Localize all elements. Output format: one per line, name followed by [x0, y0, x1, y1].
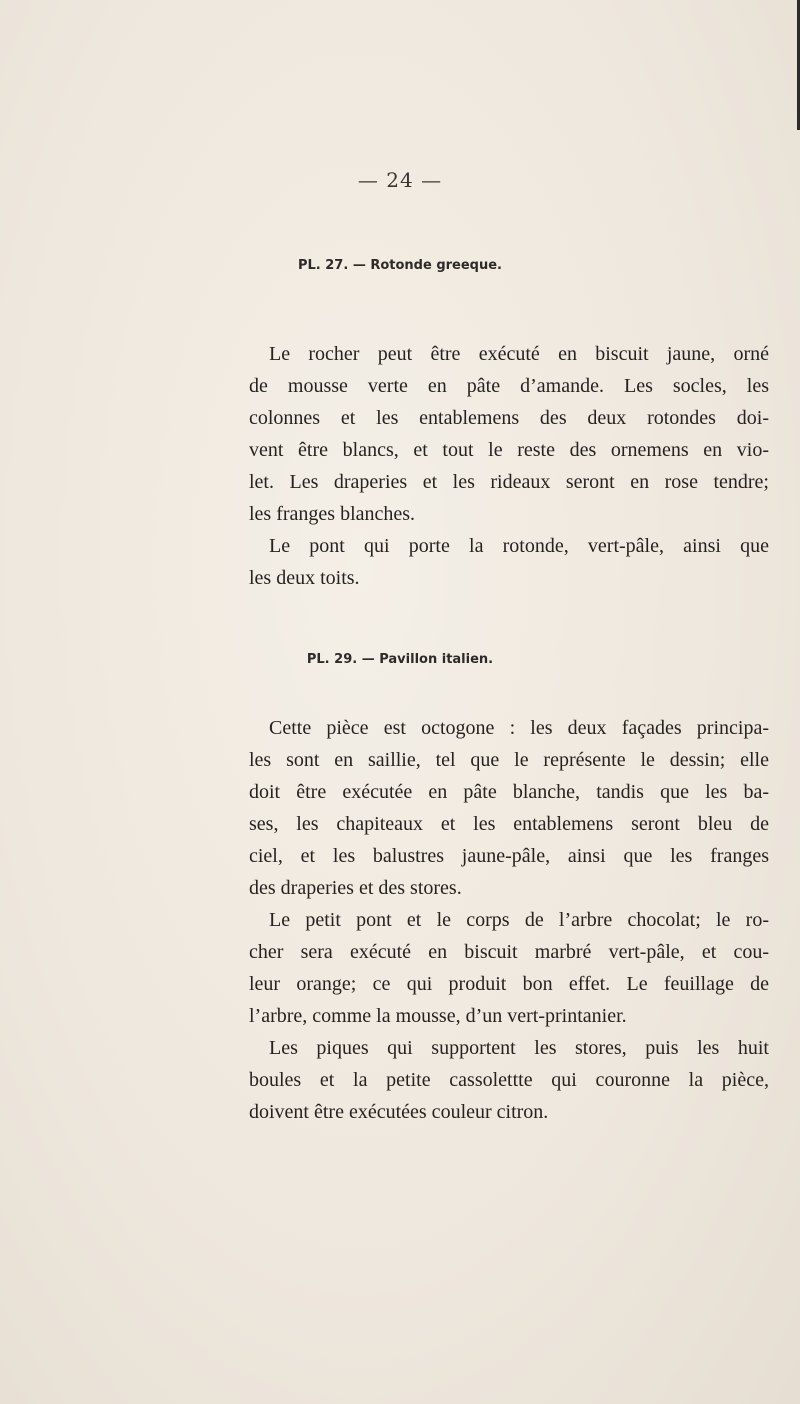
text-line: cher sera exécuté en biscuit marbré vert-pâle, et cou-	[249, 941, 769, 963]
text-line: colonnes et les entablemens des deux rotondes doi-	[249, 407, 769, 429]
text-line: Le pont qui porte la rotonde, vert-pâle, ainsi que	[269, 535, 769, 557]
text-line: Le petit pont et le corps de l’arbre chocolat; le ro-	[269, 909, 769, 931]
section-heading-pl27: PL. 27. — Rotonde greeque.	[297, 258, 502, 273]
text-line: ciel, et les balustres jaune-pâle, ainsi que les franges	[249, 845, 769, 867]
text-line: les deux toits.	[249, 567, 360, 589]
text-line: les franges blanches.	[249, 503, 416, 525]
text-line: l’arbre, comme la mousse, d’un vert-printanier.	[249, 1005, 627, 1027]
text-line: Le rocher peut être exécuté en biscuit jaune, orné	[269, 343, 769, 365]
paragraph-block-pavillon	[249, 712, 769, 1128]
text-line: ses, les chapiteaux et les entablemens seront bleu de	[249, 813, 769, 835]
text-line: Les piques qui supportent les stores, puis les huit	[269, 1037, 769, 1059]
text-line: leur orange; ce qui produit bon effet. Le feuillage de	[249, 973, 769, 995]
section-heading-pl29: PL. 29. — Pavillon italien.	[306, 652, 494, 667]
page-number: — 24 —	[357, 168, 443, 192]
text-line: let. Les draperies et les rideaux seront en rose tendre;	[249, 471, 769, 493]
paragraph-block-rotonde	[249, 338, 769, 594]
text-line: boules et la petite cassolettte qui couronne la pièce,	[249, 1069, 769, 1091]
text-line: des draperies et des stores.	[249, 877, 462, 899]
text-line: de mousse verte en pâte d’amande. Les socles, les	[249, 375, 769, 397]
text-line: Cette pièce est octogone : les deux façades principa-	[269, 717, 769, 739]
text-line: vent être blancs, et tout le reste des ornemens en vio-	[249, 439, 769, 461]
text-line: doivent être exécutées couleur citron.	[249, 1101, 549, 1123]
text-line: les sont en saillie, tel que le représente le dessin; elle	[249, 749, 769, 771]
text-line: doit être exécutée en pâte blanche, tandis que les ba-	[249, 781, 769, 803]
